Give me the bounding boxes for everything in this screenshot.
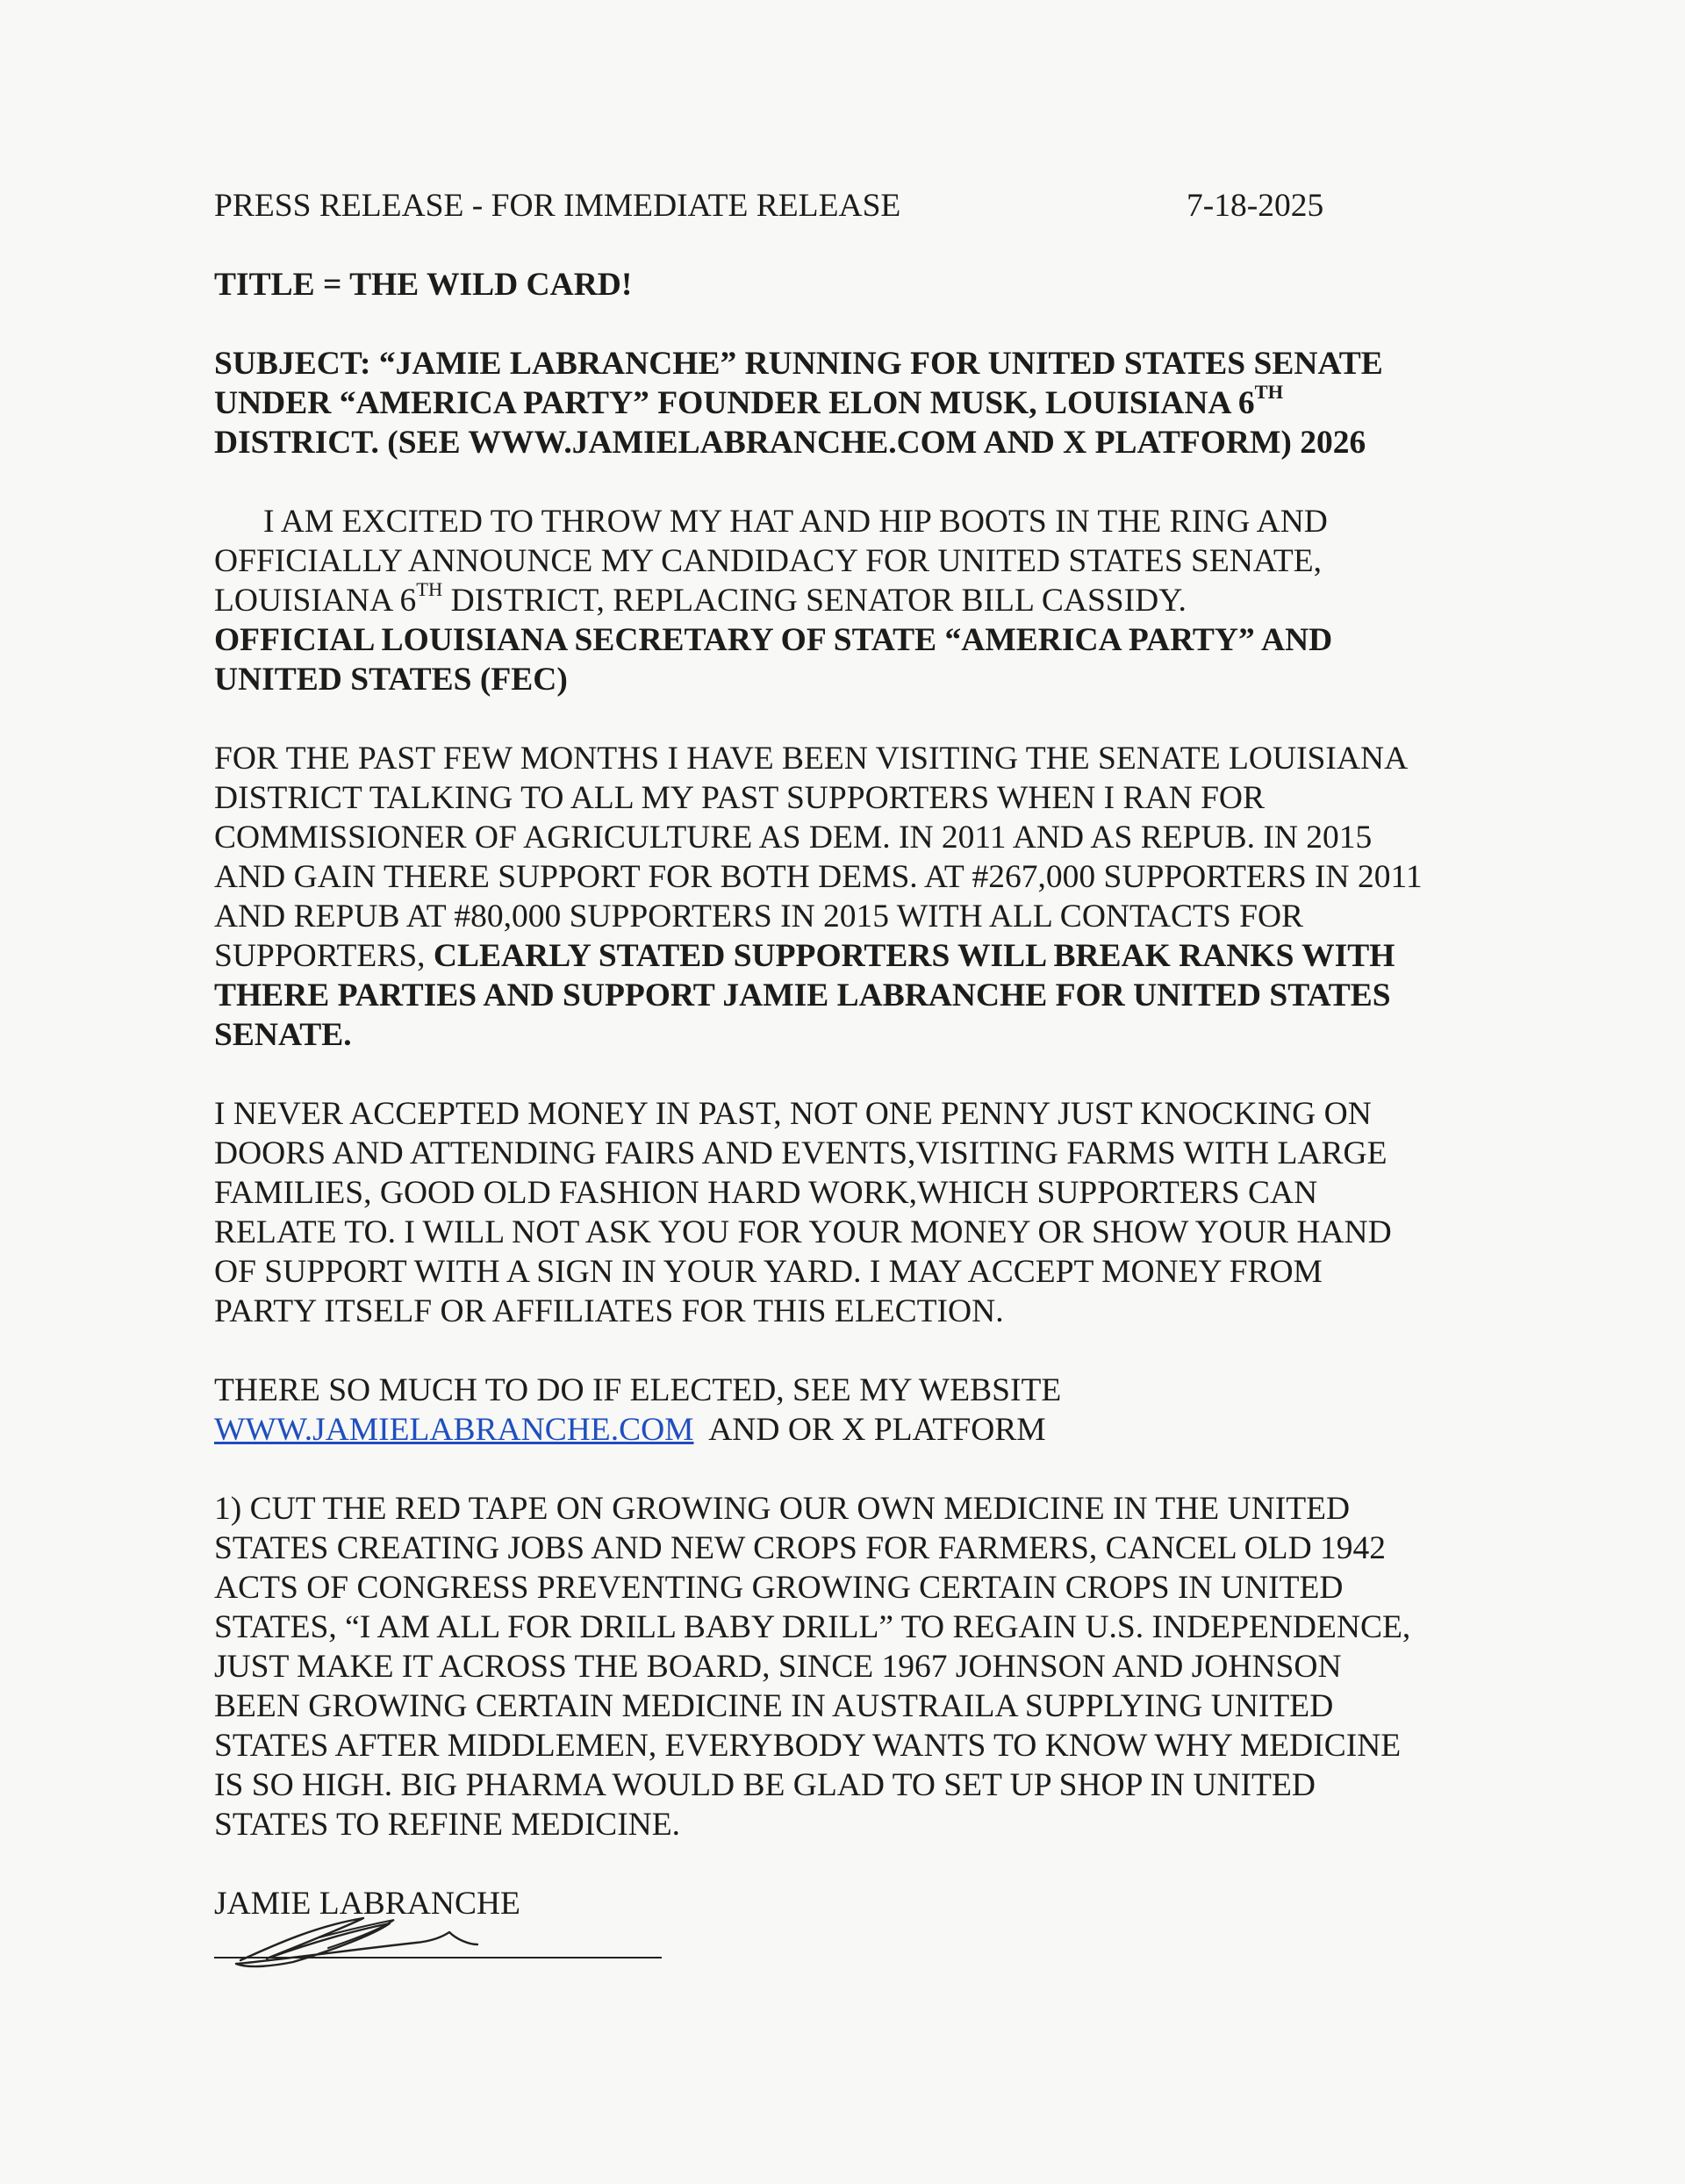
paragraph-announcement [214,502,1425,699]
announcement-text-1: I AM EXCITED TO THROW MY HAT AND HIP BOOTS IN THE RING AND OFFICIALLY ANNOUNCE MY CANDIDACY FOR UNITED STATES SENATE, LOUISIANA 6 [214,504,1328,619]
supporters-text: FOR THE PAST FEW MONTHS I HAVE BEEN VISITING THE SENATE LOUISIANA DISTRICT TALKING TO ALL MY PAST SUPPORTERS WHEN I RAN FOR COMMISSIONER OF AGRICULTURE AS DEM. IN 2011 AND AS REPUB. IN 2015 AND GAIN THERE SUPPORT FOR BOTH DEMS. AT #267,000 SUPPORTERS IN 2011 AND REPUB AT #80,000 SUPPORTERS IN 2015 WITH ALL CONTACTS FOR SUPPORTERS, [214,741,1423,974]
announcement-bold: OFFICIAL LOUISIANA SECRETARY OF STATE “AMERICA PARTY” AND UNITED STATES (FEC) [214,622,1333,698]
paragraph-website [214,1371,1425,1450]
signature-name: JAMIE LABRANCHE [214,1886,520,1922]
website-after: AND OR X PLATFORM [693,1412,1046,1448]
announcement-text-2: DISTRICT, REPLACING SENATOR BILL CASSIDY. [442,583,1187,619]
subject-superscript: TH [1254,381,1284,404]
handwritten-signature [214,1901,495,1980]
website-intro: THERE SO MUCH TO DO IF ELECTED, SEE MY WEBSITE [214,1372,1062,1408]
website-link[interactable]: WWW.JAMIELABRANCHE.COM [214,1412,694,1448]
header-line [214,186,1425,226]
subject-text-2: DISTRICT. (SEE WWW.JAMIELABRANCHE.COM AND X PLATFORM) 2026 [214,425,1366,461]
press-release-body [214,186,1425,1976]
supporters-bold: CLEARLY STATED SUPPORTERS WILL BREAK RANKS WITH THERE PARTIES AND SUPPORT JAMIE LABRANCHE FOR UNITED STATES SENATE. [214,938,1395,1053]
subject-text-1: SUBJECT: “JAMIE LABRANCHE” RUNNING FOR UNITED STATES SENATE UNDER “AMERICA PARTY” FOUNDER ELON MUSK, LOUISIANA 6 [214,346,1383,421]
paragraph-medicine: 1) CUT THE RED TAPE ON GROWING OUR OWN MEDICINE IN THE UNITED STATES CREATING JOBS AND NEW CROPS FOR FARMERS, CANCEL OLD 1942 ACTS OF CONGRESS PREVENTING GROWING CERTAIN CROPS IN UNITED STATES, “I AM ALL FOR DRILL BABY DRILL” TO REGAIN U.S. INDEPENDENCE, JUST MAKE IT ACROSS THE BOARD, SINCE 1967 JOHNSON AND JOHNSON BEEN GROWING CERTAIN MEDICINE IN AUSTRAILA SUPPLYING UNITED STATES AFTER MIDDLEMEN, EVERYBODY WANTS TO KNOW WHY MEDICINE IS SO HIGH. BIG PHARMA WOULD BE GLAD TO SET UP SHOP IN UNITED STATES TO REFINE MEDICINE. [214,1491,1411,1843]
header-label: PRESS RELEASE - FOR IMMEDIATE RELEASE [214,188,901,224]
paragraph-supporters [214,739,1425,1055]
release-date: 7-18-2025 [1187,188,1324,224]
subject-line [214,344,1425,462]
announcement-superscript: TH [416,578,443,601]
document-title: TITLE = THE WILD CARD! [214,267,633,303]
paragraph-money: I NEVER ACCEPTED MONEY IN PAST, NOT ONE PENNY JUST KNOCKING ON DOORS AND ATTENDING FAIRS AND EVENTS,VISITING FARMS WITH LARGE FAMILIES, GOOD OLD FASHION HARD WORK,WHICH SUPPORTERS CAN RELATE TO. I WILL NOT ASK YOU FOR YOUR MONEY OR SHOW YOUR HAND OF SUPPORT WITH A SIGN IN YOUR YARD. I MAY ACCEPT MONEY FROM PARTY ITSELF OR AFFILIATES FOR THIS ELECTION. [214,1096,1392,1329]
signature-block [214,1923,670,1976]
